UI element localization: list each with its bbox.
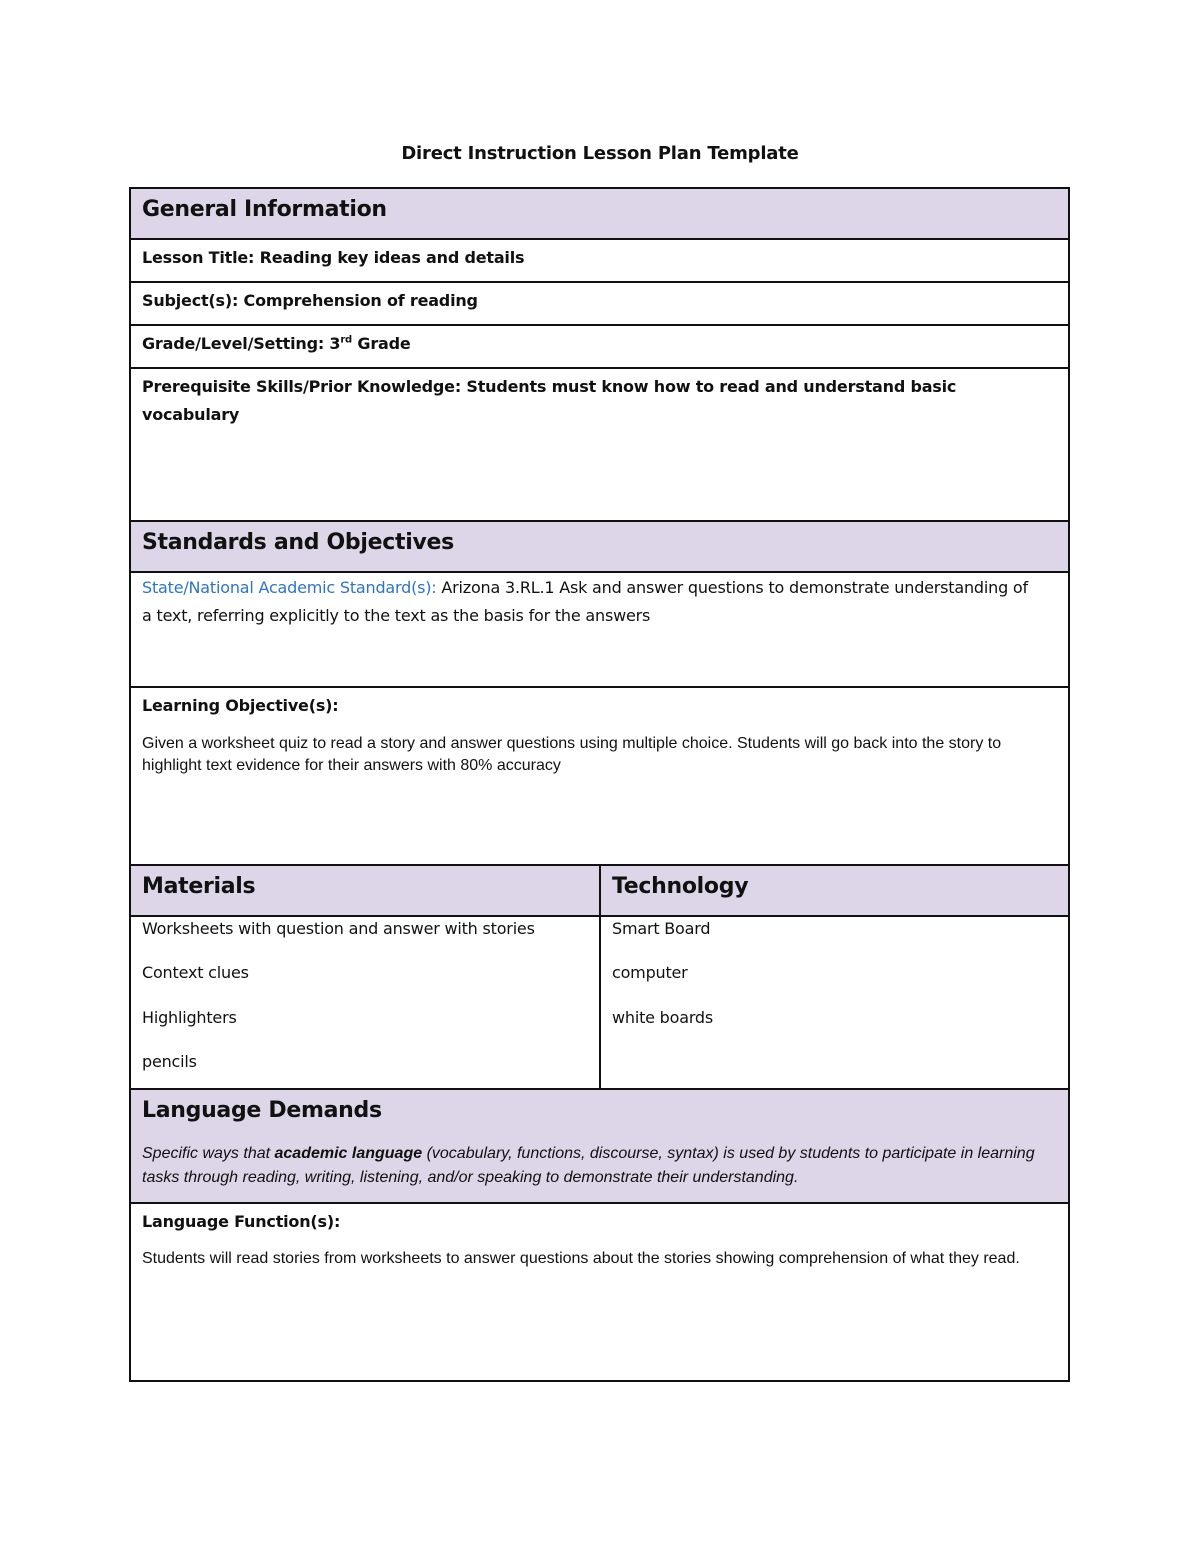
language-demands-description <box>142 1142 1052 1190</box>
materials-item: pencils <box>142 1052 197 1071</box>
materials-item: Highlighters <box>142 1008 237 1027</box>
academic-standard-field <box>142 574 1042 630</box>
grade-prefix: Grade/Level/Setting: 3 <box>142 334 341 353</box>
page-title: Direct Instruction Lesson Plan Template <box>401 143 799 164</box>
language-desc-post: (vocabulary, functions, discourse, syntax) is used by students to participate in learning tasks through reading, writing, listening, and/or speaking to demonstrate their understanding. <box>142 1145 1035 1186</box>
column-divider <box>599 866 601 915</box>
prerequisite-field: Prerequisite Skills/Prior Knowledge: Students must know how to read and understand basic vocabulary <box>142 377 957 424</box>
subjects-field: Subject(s): Comprehension of reading <box>142 291 478 310</box>
technology-item: white boards <box>612 1008 714 1027</box>
grade-level-row[interactable] <box>131 326 1068 369</box>
standards-objectives-heading: Standards and Objectives <box>142 530 454 555</box>
lesson-title-row[interactable] <box>131 240 1068 283</box>
materials-item: Context clues <box>142 963 249 982</box>
materials-technology-body <box>131 917 1068 1090</box>
grade-suffix: Grade <box>352 334 411 353</box>
technology-heading: Technology <box>612 874 749 899</box>
materials-technology-header <box>131 866 1068 917</box>
column-divider <box>599 917 601 1088</box>
academic-standard-text: Arizona 3.RL.1 Ask and answer questions to demonstrate understanding of a text, referring explicitly to the text as the basis for the answers <box>142 578 1028 625</box>
materials-item: Worksheets with question and answer with stories <box>142 919 535 938</box>
general-information-heading: General Information <box>142 197 387 222</box>
academic-standard-label: State/National Academic Standard(s): <box>142 578 437 597</box>
standards-objectives-header <box>131 522 1068 573</box>
grade-level-field <box>142 330 411 358</box>
learning-objective-row[interactable] <box>131 688 1068 866</box>
language-function-text: Students will read stories from worksheets to answer questions about the stories showing comprehension of what they read. <box>142 1250 1020 1267</box>
language-desc-pre: Specific ways that <box>142 1145 275 1162</box>
lesson-title-field: Lesson Title: Reading key ideas and details <box>142 248 525 267</box>
language-function-label: Language Function(s): <box>142 1212 341 1231</box>
learning-objective-label: Learning Objective(s): <box>142 696 339 715</box>
language-function-row[interactable] <box>131 1204 1068 1380</box>
technology-item: Smart Board <box>612 919 711 938</box>
language-demands-heading: Language Demands <box>142 1098 382 1123</box>
language-demands-header <box>131 1090 1068 1204</box>
prerequisite-row[interactable] <box>131 369 1068 522</box>
language-desc-bold: academic language <box>274 1145 423 1162</box>
subjects-row[interactable] <box>131 283 1068 326</box>
materials-heading: Materials <box>142 874 256 899</box>
general-information-header <box>131 189 1068 240</box>
grade-superscript: rd <box>340 334 353 346</box>
learning-objective-text: Given a worksheet quiz to read a story and answer questions using multiple choice. Students will go back into the story to highlight text evidence for their answers with 80% accuracy <box>142 735 1002 774</box>
academic-standard-row[interactable] <box>131 573 1068 688</box>
lesson-plan-table <box>129 187 1070 1382</box>
technology-item: computer <box>612 963 688 982</box>
